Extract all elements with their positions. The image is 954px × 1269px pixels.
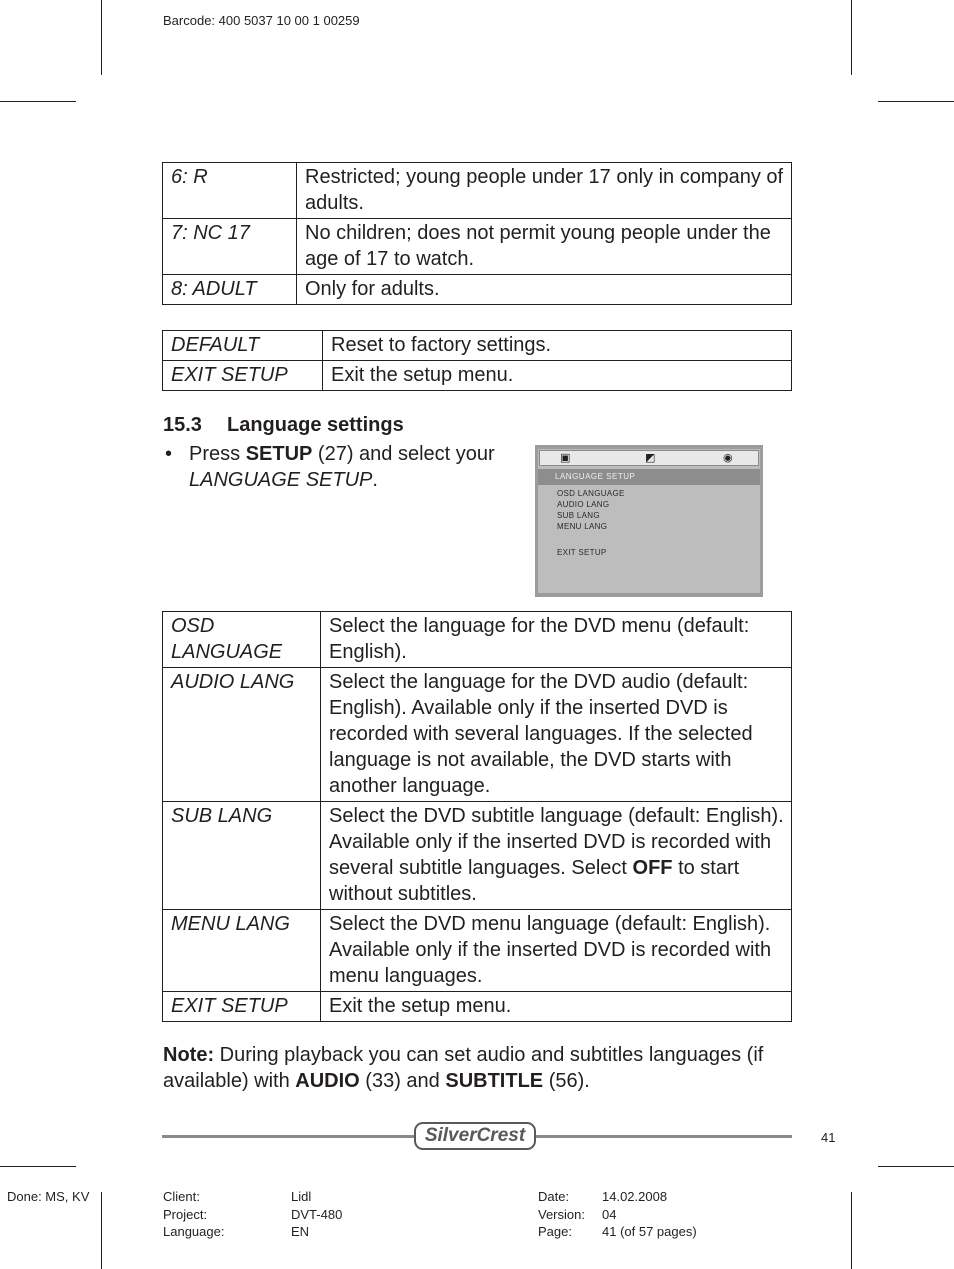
screen-menu-item: AUDIO LANG bbox=[557, 500, 610, 509]
crop-mark bbox=[851, 1192, 852, 1269]
audio-key: AUDIO bbox=[295, 1070, 360, 1092]
monitor-icon: ▣ bbox=[560, 451, 571, 464]
screen-panel bbox=[538, 449, 760, 593]
note-text: (56). bbox=[543, 1070, 590, 1092]
sub-desc-start: Select the DVD subtitle language (default: English). Available only if the inserted DVD is recorded with several subtitle languages. Select bbox=[329, 805, 784, 879]
crop-mark bbox=[878, 101, 954, 102]
screen-menu-item: MENU LANG bbox=[557, 522, 608, 531]
subtitle-key: SUBTITLE bbox=[445, 1070, 544, 1092]
footer-client: Lidl bbox=[291, 1189, 312, 1204]
logo-rule-right bbox=[534, 1135, 792, 1138]
footer-project-label: Project: bbox=[163, 1207, 208, 1222]
table-row bbox=[163, 802, 792, 910]
language-table bbox=[162, 611, 792, 1022]
screen-menu-item: EXIT SETUP bbox=[557, 548, 607, 557]
crop-mark bbox=[101, 1192, 102, 1269]
silvercrest-logo: SilverCrest bbox=[414, 1122, 536, 1150]
instruction-text bbox=[189, 441, 503, 493]
screen-header-label: LANGUAGE SETUP bbox=[555, 472, 636, 481]
table-row bbox=[163, 361, 792, 391]
setting-description: Exit the setup menu. bbox=[323, 361, 792, 391]
crop-mark bbox=[851, 0, 852, 75]
table-row bbox=[163, 668, 792, 802]
footer-project: DVT-480 bbox=[291, 1207, 343, 1222]
speaker-icon: ◩ bbox=[645, 451, 656, 464]
table-row bbox=[163, 219, 792, 275]
crop-mark bbox=[878, 1166, 954, 1167]
note-label: Note: bbox=[163, 1044, 215, 1066]
table-row bbox=[163, 331, 792, 361]
note-text: During playback you can set audio and subtitles languages (if available) with bbox=[163, 1044, 764, 1092]
table-row bbox=[163, 612, 792, 668]
screen-menu-item: SUB LANG bbox=[557, 511, 600, 520]
setting-description: Exit the setup menu. bbox=[321, 992, 792, 1022]
table-row bbox=[163, 275, 792, 305]
language-setup-screenshot bbox=[535, 445, 763, 597]
note-paragraph bbox=[163, 1042, 803, 1094]
footer-language-label: Language: bbox=[163, 1224, 225, 1239]
language-setup-menu-name: LANGUAGE SETUP bbox=[189, 469, 373, 491]
instruction-middle: (27) and select your bbox=[312, 443, 495, 465]
setting-description bbox=[321, 802, 792, 910]
footer-version: 04 bbox=[602, 1207, 617, 1222]
bullet-icon: • bbox=[165, 443, 173, 465]
setting-term: DEFAULT bbox=[163, 331, 323, 361]
instruction-press: Press bbox=[189, 443, 246, 465]
section-number: 15.3 bbox=[163, 414, 202, 436]
footer-date: 14.02.2008 bbox=[602, 1189, 668, 1204]
setting-term: MENU LANG bbox=[163, 910, 321, 992]
logo-rule-left bbox=[162, 1135, 416, 1138]
rating-term: 7: NC 17 bbox=[163, 219, 297, 275]
note-text: (33) and bbox=[359, 1070, 446, 1092]
rating-description: Restricted; young people under 17 only in company of adults. bbox=[297, 163, 792, 219]
dvd-icon: ◉ bbox=[723, 451, 733, 464]
table-row bbox=[163, 992, 792, 1022]
sub-desc-end: to start without subtitles. bbox=[329, 857, 740, 905]
screen-menu-item: OSD LANGUAGE bbox=[557, 489, 625, 498]
default-table bbox=[162, 330, 792, 391]
off-key: OFF bbox=[632, 857, 673, 879]
section-title: Language settings bbox=[227, 414, 404, 436]
screen-icon-bar bbox=[539, 450, 759, 466]
barcode-text: Barcode: 400 5037 10 00 1 00259 bbox=[163, 13, 360, 28]
footer-page: 41 (of 57 pages) bbox=[602, 1224, 697, 1239]
footer-date-label: Date: bbox=[538, 1189, 570, 1204]
rating-description: No children; does not permit young people under the age of 17 to watch. bbox=[297, 219, 792, 275]
instruction-bullet bbox=[163, 441, 503, 493]
footer-page-label: Page: bbox=[538, 1224, 572, 1239]
table-row bbox=[163, 910, 792, 992]
footer-done: Done: MS, KV bbox=[7, 1189, 90, 1204]
setting-term: EXIT SETUP bbox=[163, 361, 323, 391]
rating-description: Only for adults. bbox=[297, 275, 792, 305]
crop-mark bbox=[0, 101, 76, 102]
setting-term: AUDIO LANG bbox=[163, 668, 321, 802]
footer-language: EN bbox=[291, 1224, 310, 1239]
footer-version-label: Version: bbox=[538, 1207, 585, 1222]
setting-description: Reset to factory settings. bbox=[323, 331, 792, 361]
setting-description: Select the language for the DVD menu (default: English). bbox=[321, 612, 792, 668]
crop-mark bbox=[0, 1166, 76, 1167]
setting-term: OSD LANGUAGE bbox=[163, 612, 321, 668]
setting-term: SUB LANG bbox=[163, 802, 321, 910]
crop-mark bbox=[101, 0, 102, 75]
screen-header bbox=[538, 469, 760, 485]
setup-key: SETUP bbox=[245, 443, 313, 465]
rating-term: 8: ADULT bbox=[163, 275, 297, 305]
rating-table bbox=[162, 162, 792, 305]
section-heading bbox=[163, 414, 404, 437]
table-row bbox=[163, 163, 792, 219]
setting-term: EXIT SETUP bbox=[163, 992, 321, 1022]
instruction-end: . bbox=[372, 469, 378, 491]
footer-client-label: Client: bbox=[163, 1189, 200, 1204]
page-number: 41 bbox=[821, 1130, 836, 1145]
setting-description: Select the DVD menu language (default: English). Available only if the inserted DVD is recorded with menu languages. bbox=[321, 910, 792, 992]
setting-description: Select the language for the DVD audio (default: English). Available only if the inserted DVD is recorded with several languages. If the selected language is not available, the DVD starts with another language. bbox=[321, 668, 792, 802]
rating-term: 6: R bbox=[163, 163, 297, 219]
